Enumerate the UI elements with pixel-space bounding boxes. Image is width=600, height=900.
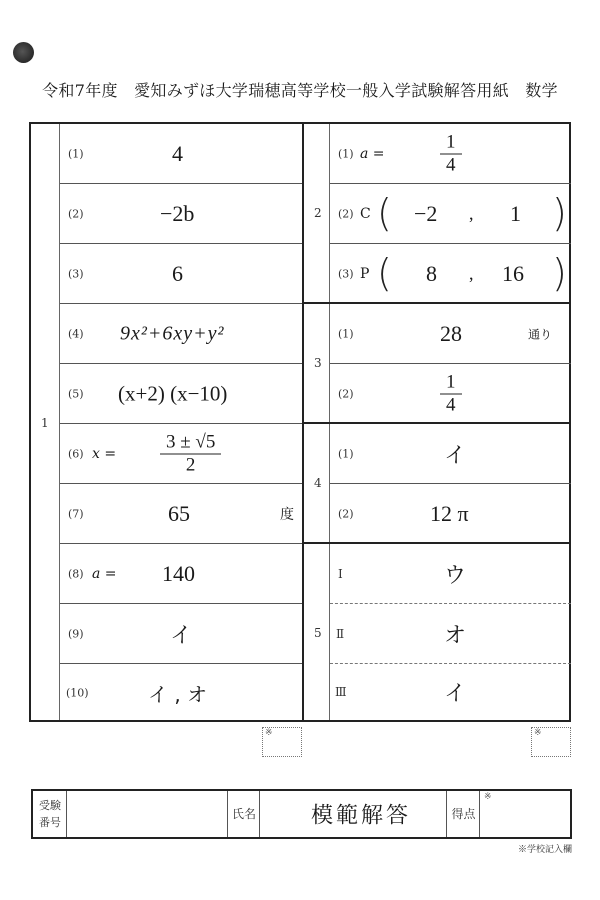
- score-box-left[interactable]: [262, 727, 302, 757]
- answer-row-3-2: [330, 364, 571, 424]
- divider: [259, 791, 260, 837]
- right-paren: ): [552, 190, 567, 235]
- question-number: (5): [68, 387, 84, 400]
- score-label: 得点: [451, 807, 476, 821]
- answer-row-1-2: [60, 184, 302, 244]
- answer-text: イ: [170, 623, 193, 648]
- question-number: (7): [68, 507, 84, 520]
- comma: ,: [469, 203, 474, 223]
- answer-text: 6: [172, 260, 183, 286]
- score-field[interactable]: [481, 791, 570, 837]
- answer-row-1-3: [60, 244, 302, 304]
- answer-text: 12 π: [430, 501, 469, 526]
- school-use-note: ※学校記入欄: [517, 845, 572, 855]
- answer-row-5-3: [330, 664, 571, 720]
- question-number: (2): [338, 507, 354, 521]
- question-number: (4): [68, 327, 84, 340]
- answer-row-5-2: [330, 604, 571, 664]
- question-number: Ⅱ: [336, 626, 345, 641]
- section-label-3: 3: [314, 356, 322, 370]
- right-paren: ): [552, 251, 567, 296]
- section-label-2: 2: [314, 206, 322, 220]
- answer-text: 65: [168, 500, 190, 526]
- denominator: 2: [185, 454, 196, 475]
- question-number: (3): [338, 267, 354, 281]
- score-mark: ※: [484, 792, 492, 802]
- question-number: (3): [68, 267, 84, 280]
- answer-row-4-1: [330, 424, 571, 484]
- answer-row-2-2: [330, 184, 571, 244]
- fraction: [160, 432, 221, 475]
- answer-row-2-3: [330, 244, 571, 304]
- question-number: (9): [68, 627, 84, 640]
- divider: [66, 791, 67, 837]
- question-number: (1): [68, 147, 84, 160]
- question-number: (8): [68, 567, 84, 580]
- denominator: 4: [446, 394, 456, 416]
- question-number: (6): [68, 447, 84, 460]
- answer-text: 9x²+6xy+y²: [120, 322, 225, 344]
- answer-grid: [29, 122, 571, 722]
- left-paren: (: [377, 190, 392, 235]
- answer-row-1-7: [60, 484, 302, 544]
- fraction: [440, 132, 462, 175]
- point-label: C: [360, 205, 371, 222]
- answer-text: 4: [172, 140, 183, 166]
- answer-row-1-8: [60, 544, 302, 604]
- denominator: 4: [446, 154, 456, 175]
- section-label-5: 5: [314, 626, 322, 640]
- x-coordinate: −2: [414, 200, 438, 226]
- question-number: (2): [338, 387, 354, 401]
- answer-row-1-1: [60, 124, 302, 184]
- answer-text: (x+2) (x−10): [118, 381, 228, 405]
- score-box-right[interactable]: [531, 727, 571, 757]
- answer-prefix: a =: [92, 565, 117, 582]
- answer-prefix: a =: [360, 145, 385, 162]
- answer-text: イ: [444, 681, 467, 707]
- answer-text: 28: [440, 320, 462, 346]
- numerator: 3 ± √5: [160, 432, 221, 454]
- question-number: (1): [338, 447, 354, 460]
- answer-text: イ , オ: [148, 682, 208, 707]
- section-label-1: 1: [41, 416, 49, 430]
- numerator: 1: [440, 373, 462, 395]
- x-coordinate: 8: [426, 261, 437, 286]
- y-coordinate: 1: [510, 200, 521, 226]
- fraction: [440, 373, 462, 416]
- answer-text: −2b: [160, 200, 195, 226]
- answer-row-4-2: [330, 484, 571, 544]
- answer-text: ウ: [444, 563, 467, 588]
- question-number: Ⅲ: [335, 685, 347, 699]
- answer-text: 140: [162, 560, 195, 586]
- question-number: (1): [338, 147, 354, 160]
- name-label: 氏名: [231, 807, 256, 821]
- answer-row-5-1: [330, 544, 571, 604]
- answer-unit: 度: [280, 506, 294, 523]
- answer-text: オ: [444, 623, 467, 648]
- y-coordinate: 16: [502, 261, 524, 286]
- name-field[interactable]: 模範解答: [311, 803, 412, 829]
- question-number: (2): [338, 207, 354, 220]
- answer-prefix: x =: [92, 445, 117, 462]
- student-info-bar: [31, 789, 572, 839]
- page-title: 令和7年度 愛知みずほ大学瑞穂高等学校一般入学試験解答用紙 数学: [42, 81, 558, 100]
- answer-row-1-6: [60, 424, 302, 484]
- question-number: (2): [68, 207, 84, 220]
- question-number: (1): [338, 327, 354, 340]
- answer-row-1-5: [60, 364, 302, 424]
- answer-unit: 通り: [528, 327, 553, 341]
- exam-number-label: [35, 797, 65, 831]
- section-label-4: 4: [314, 476, 322, 490]
- registration-mark: [13, 42, 34, 63]
- answer-text: イ: [444, 443, 467, 468]
- answer-row-1-4: [60, 304, 302, 364]
- answer-row-3-1: [330, 304, 571, 364]
- question-number: Ⅰ: [338, 566, 343, 581]
- answer-row-1-9: [60, 604, 302, 664]
- asterisk-mark: ※: [265, 728, 273, 738]
- exam-number-label-line1: 受験: [39, 799, 61, 812]
- answer-row-1-10: [60, 664, 302, 722]
- left-paren: (: [377, 251, 392, 296]
- exam-number-label-line2: 番号: [39, 816, 61, 829]
- asterisk-mark: ※: [534, 728, 542, 738]
- numerator: 1: [440, 132, 462, 154]
- comma: ,: [469, 263, 474, 284]
- question-number: (10): [66, 686, 89, 700]
- point-label: P: [360, 266, 370, 282]
- answer-row-2-1: [330, 124, 571, 184]
